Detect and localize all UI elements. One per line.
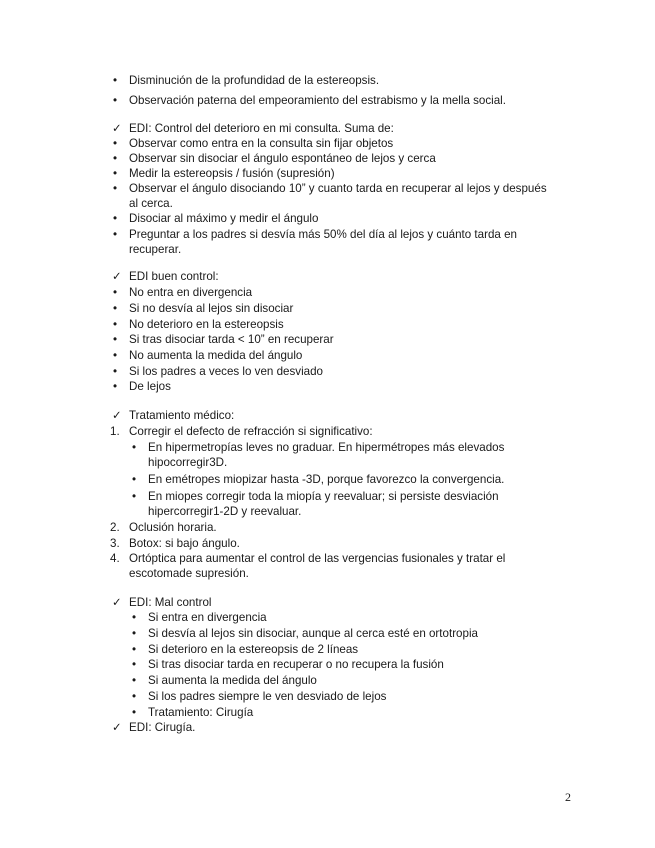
- sub-list-item: Si tras disociar tarda en recuperar o no recupera la fusión: [148, 658, 444, 671]
- bullet-marker: •: [113, 349, 118, 362]
- bullet-marker: •: [132, 658, 137, 671]
- sub-list-item: En hipermetropías leves no graduar. En hipermétropes más elevados: [148, 441, 505, 454]
- bullet-marker: •: [113, 333, 118, 346]
- list-item: Oclusión horaria.: [129, 521, 217, 534]
- list-item: De lejos: [129, 380, 171, 393]
- bullet-marker: •: [113, 302, 118, 315]
- sub-list-item-continuation: hipercorregir1-2D y reevaluar.: [148, 505, 302, 518]
- sub-list-item: En miopes corregir toda la miopía y reevaluar; si persiste desviación: [148, 490, 499, 503]
- bullet-marker: •: [132, 690, 137, 703]
- section-heading: EDI: Cirugía.: [129, 721, 196, 734]
- sub-list-item: Si entra en divergencia: [148, 611, 267, 624]
- section-heading: EDI: Control del deterioro en mi consulta. Suma de:: [129, 122, 394, 135]
- list-number: 2.: [110, 521, 120, 534]
- section-heading: EDI: Mal control: [129, 596, 212, 609]
- sub-list-item: Si los padres siempre le ven desviado de lejos: [148, 690, 387, 703]
- list-item-continuation: recuperar.: [129, 243, 182, 256]
- check-icon: ✓: [112, 596, 122, 609]
- sub-list-item-continuation: hipocorregir3D.: [148, 456, 228, 469]
- list-item: Si los padres a veces lo ven desviado: [129, 365, 323, 378]
- bullet-marker: •: [113, 228, 118, 241]
- list-item: Disminución de la profundidad de la estereopsis.: [129, 74, 380, 87]
- sub-list-item: En emétropes miopizar hasta -3D, porque favorezco la convergencia.: [148, 473, 505, 486]
- check-icon: ✓: [112, 122, 122, 135]
- sub-list-item: Si desvía al lejos sin disociar, aunque al cerca esté en ortotropia: [148, 627, 478, 640]
- list-item: Si no desvía al lejos sin disociar: [129, 302, 294, 315]
- bullet-marker: •: [113, 380, 118, 393]
- list-item: Preguntar a los padres si desvía más 50% del día al lejos y cuánto tarda en: [129, 228, 517, 241]
- list-item-continuation: al cerca.: [129, 197, 173, 210]
- list-item: No entra en divergencia: [129, 286, 253, 299]
- bullet-marker: •: [132, 706, 137, 719]
- check-icon: ✓: [112, 721, 122, 734]
- sub-list-item: Si aumenta la medida del ángulo: [148, 674, 317, 687]
- bullet-marker: •: [113, 74, 118, 87]
- bullet-marker: •: [113, 212, 118, 225]
- list-item: Si tras disociar tarda < 10” en recuperar: [129, 333, 334, 346]
- list-item: No deterioro en la estereopsis: [129, 318, 284, 331]
- bullet-marker: •: [132, 627, 137, 640]
- bullet-marker: •: [113, 94, 118, 107]
- list-item: Observación paterna del empeoramiento del estrabismo y la mella social.: [129, 94, 506, 107]
- section-heading: Tratamiento médico:: [129, 409, 235, 422]
- page-number: 2: [565, 790, 571, 804]
- list-item: Observar el ángulo disociando 10” y cuanto tarda en recuperar al lejos y después: [129, 182, 547, 195]
- bullet-marker: •: [113, 167, 118, 180]
- bullet-marker: •: [113, 137, 118, 150]
- list-item: Medir la estereopsis / fusión (supresión): [129, 167, 335, 180]
- list-item: Observar sin disociar el ángulo espontáneo de lejos y cerca: [129, 152, 436, 165]
- list-item: Ortóptica para aumentar el control de las vergencias fusionales y tratar el: [129, 552, 506, 565]
- check-icon: ✓: [112, 270, 122, 283]
- bullet-marker: •: [132, 611, 137, 624]
- check-icon: ✓: [112, 409, 122, 422]
- bullet-marker: •: [132, 490, 137, 503]
- section-heading: EDI buen control:: [129, 270, 219, 283]
- sub-list-item: Si deterioro en la estereopsis de 2 líneas: [148, 643, 359, 656]
- bullet-marker: •: [113, 365, 118, 378]
- bullet-marker: •: [113, 286, 118, 299]
- bullet-marker: •: [132, 643, 137, 656]
- bullet-marker: •: [113, 318, 118, 331]
- list-item: No aumenta la medida del ángulo: [129, 349, 303, 362]
- bullet-marker: •: [113, 152, 118, 165]
- list-number: 4.: [110, 552, 120, 565]
- list-item: Corregir el defecto de refracción si significativo:: [129, 425, 373, 438]
- sub-list-item: Tratamiento: Cirugía: [148, 706, 254, 719]
- bullet-marker: •: [132, 473, 137, 486]
- list-number: 1.: [110, 425, 120, 438]
- list-item-continuation: escotomade supresión.: [129, 567, 249, 580]
- bullet-marker: •: [113, 182, 118, 195]
- bullet-marker: •: [132, 674, 137, 687]
- list-item: Botox: si bajo ángulo.: [129, 537, 240, 550]
- list-item: Observar como entra en la consulta sin fijar objetos: [129, 137, 394, 150]
- list-number: 3.: [110, 537, 120, 550]
- bullet-marker: •: [132, 441, 137, 454]
- list-item: Disociar al máximo y medir el ángulo: [129, 212, 319, 225]
